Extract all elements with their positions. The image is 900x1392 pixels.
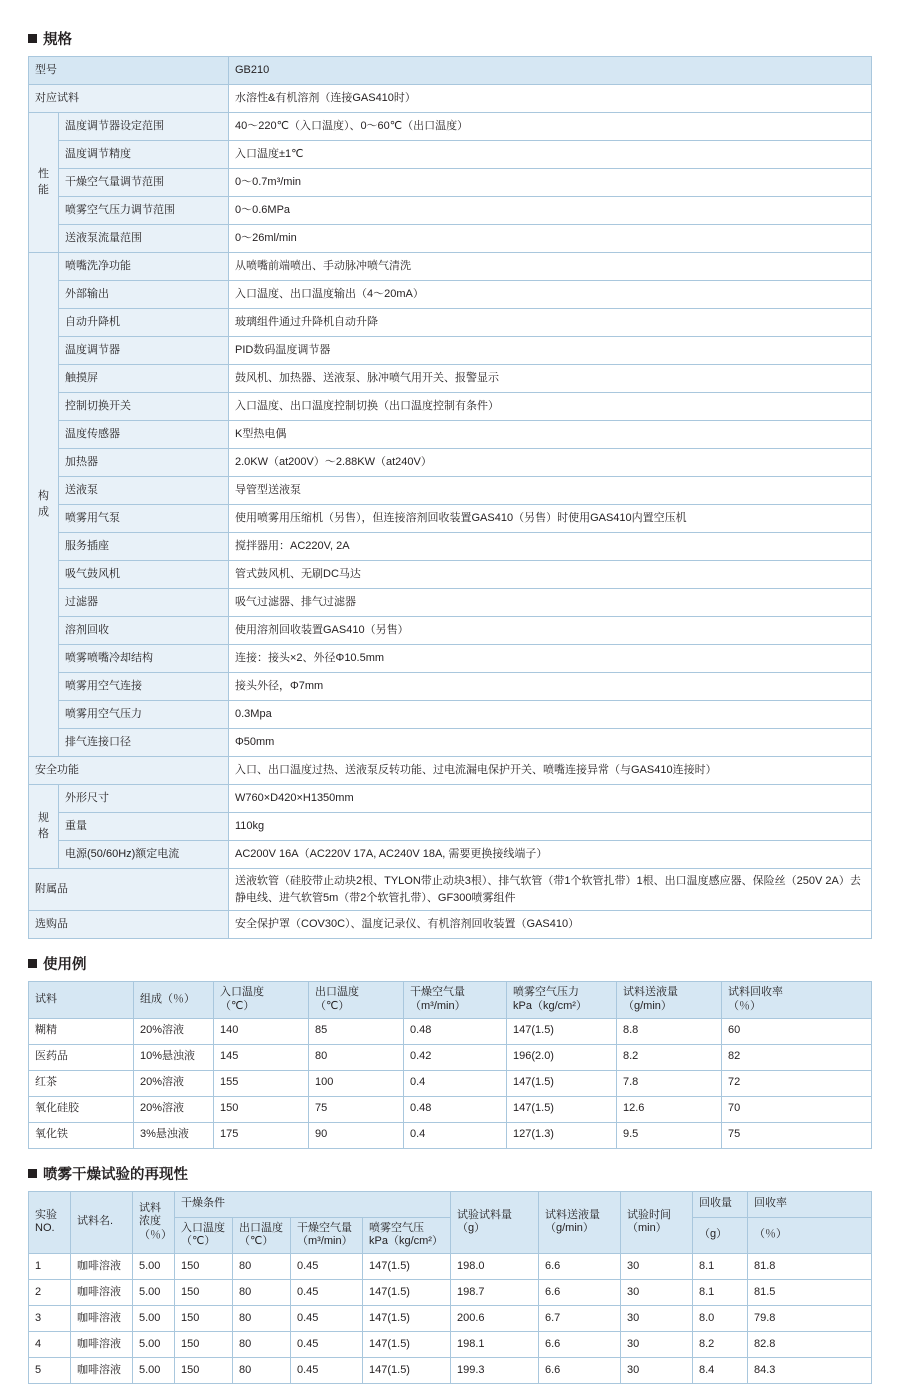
repro-col-recovery-amount-unit: （g） <box>693 1217 748 1254</box>
spec-label: 喷雾用空气连接 <box>59 673 229 701</box>
spec-label: 喷嘴洗净功能 <box>59 253 229 281</box>
repro-cell: 咖啡溶液 <box>71 1254 133 1280</box>
table-row <box>29 281 872 309</box>
table-row <box>29 505 872 533</box>
table-row <box>29 421 872 449</box>
spec-value: 0～0.6MPa <box>229 197 872 225</box>
repro-cell: 30 <box>621 1332 693 1358</box>
repro-cell: 30 <box>621 1306 693 1332</box>
repro-col-recovery-amount: 回收量 <box>693 1191 748 1217</box>
table-row <box>29 1358 872 1384</box>
repro-cell: 80 <box>233 1358 291 1384</box>
usage-cell: 127(1.3) <box>507 1122 617 1148</box>
repro-section-label: 喷雾干燥试验的再现性 <box>43 1166 188 1183</box>
repro-cell: 81.5 <box>748 1280 872 1306</box>
table-row <box>29 1096 872 1122</box>
spec-value: 入口温度、出口温度输出（4～20mA） <box>229 281 872 309</box>
spec-label: 喷雾空气压力调节范围 <box>59 197 229 225</box>
table-row <box>29 1018 872 1044</box>
table-row <box>29 645 872 673</box>
spec-label: 温度调节精度 <box>59 141 229 169</box>
table-row <box>29 617 872 645</box>
spec-label: 服务插座 <box>59 533 229 561</box>
table-row <box>29 841 872 869</box>
repro-cell: 200.6 <box>451 1306 539 1332</box>
repro-col-recovery-rate-unit: （％） <box>748 1217 872 1254</box>
spec-value: 送液软管（硅胶带止动块2根、TYLON带止动块3根）、排气软管（带1个软管扎带）1根、出口温度感应器、保险丝（250V 2A）去静电线、进气软管5m（带2个软管扎带）、GF300喷雾组件 <box>229 869 872 911</box>
spec-label: 控制切换开关 <box>59 393 229 421</box>
usage-cell: 医药品 <box>29 1044 134 1070</box>
repro-cell: 8.4 <box>693 1358 748 1384</box>
spec-value: 使用溶剂回收装置GAS410（另售） <box>229 617 872 645</box>
usage-cell: 0.4 <box>404 1122 507 1148</box>
spec-value: 安全保护罩（COV30C）、温度记录仪、有机溶剂回收装置（GAS410） <box>229 911 872 939</box>
table-row <box>29 1332 872 1358</box>
spec-table <box>28 56 872 939</box>
repro-cell: 150 <box>175 1332 233 1358</box>
spec-label: 加热器 <box>59 449 229 477</box>
table-row <box>29 785 872 813</box>
repro-cell: 6.6 <box>539 1358 621 1384</box>
table-row <box>29 533 872 561</box>
repro-cell: 198.0 <box>451 1254 539 1280</box>
usage-cell: 155 <box>214 1070 309 1096</box>
spec-value: 连接：接头×2、外径Φ10.5mm <box>229 645 872 673</box>
spec-value: 搅拌器用：AC220V, 2A <box>229 533 872 561</box>
spec-label: 电源(50/60Hz)额定电流 <box>59 841 229 869</box>
repro-cell: 199.3 <box>451 1358 539 1384</box>
usage-cell: 红茶 <box>29 1070 134 1096</box>
usage-cell: 72 <box>722 1070 872 1096</box>
repro-col-sample-amount: 试验试料量 （g） <box>451 1191 539 1254</box>
repro-col-test-time: 试验时间 （min） <box>621 1191 693 1254</box>
spec-value: 入口温度±1℃ <box>229 141 872 169</box>
usage-cell: 氧化硅胶 <box>29 1096 134 1122</box>
repro-table <box>28 1191 872 1385</box>
spec-value: 110kg <box>229 813 872 841</box>
repro-cell: 8.0 <box>693 1306 748 1332</box>
table-row <box>29 365 872 393</box>
repro-col-no: 实验 NO. <box>29 1191 71 1254</box>
spec-value: 入口、出口温度过热、送液泵反转功能、过电流漏电保护开关、喷嘴连接异常（与GAS410连接时） <box>229 757 872 785</box>
usage-cell: 氧化铁 <box>29 1122 134 1148</box>
repro-col-feed-rate: 试料送液量 （g/min） <box>539 1191 621 1254</box>
table-row <box>29 561 872 589</box>
usage-cell: 85 <box>309 1018 404 1044</box>
repro-cell: 198.1 <box>451 1332 539 1358</box>
spec-value: 管式鼓风机、无刷DC马达 <box>229 561 872 589</box>
repro-col-inlet-temp: 入口温度 （℃） <box>175 1217 233 1254</box>
repro-cell: 30 <box>621 1254 693 1280</box>
repro-cell: 147(1.5) <box>363 1358 451 1384</box>
table-row <box>29 477 872 505</box>
usage-cell: 140 <box>214 1018 309 1044</box>
usage-cell: 8.8 <box>617 1018 722 1044</box>
spec-group-performance: 性能 <box>29 113 59 253</box>
usage-col-feed-rate: 试料送液量 （g/min） <box>617 982 722 1019</box>
table-row <box>29 449 872 477</box>
repro-cell: 147(1.5) <box>363 1254 451 1280</box>
repro-col-air-volume: 干燥空气量 （m³/min） <box>291 1217 363 1254</box>
repro-cell: 80 <box>233 1254 291 1280</box>
table-row <box>29 757 872 785</box>
spec-label: 型号 <box>29 57 229 85</box>
repro-cell: 4 <box>29 1332 71 1358</box>
usage-cell: 0.48 <box>404 1096 507 1122</box>
repro-cell: 咖啡溶液 <box>71 1306 133 1332</box>
spec-section-label: 規格 <box>43 32 72 48</box>
usage-col-spray-pressure: 喷雾空气压力 kPa（kg/cm²） <box>507 982 617 1019</box>
spec-value: PID数码温度调节器 <box>229 337 872 365</box>
usage-col-air-volume: 干燥空气量 （m³/min） <box>404 982 507 1019</box>
table-row <box>29 1306 872 1332</box>
repro-col-dry-conditions: 干燥条件 <box>175 1191 451 1217</box>
spec-value: 0～26ml/min <box>229 225 872 253</box>
usage-cell: 100 <box>309 1070 404 1096</box>
spec-value: 水溶性&有机溶剂（连接GAS410时） <box>229 85 872 113</box>
usage-cell: 20%溶液 <box>134 1096 214 1122</box>
table-row <box>29 813 872 841</box>
table-row <box>29 729 872 757</box>
repro-header-row-1 <box>29 1191 872 1217</box>
spec-label: 送液泵 <box>59 477 229 505</box>
repro-cell: 8.1 <box>693 1254 748 1280</box>
usage-cell: 90 <box>309 1122 404 1148</box>
spec-value: 2.0KW（at200V）～2.88KW（at240V） <box>229 449 872 477</box>
usage-col-inlet-temp: 入口温度 （℃） <box>214 982 309 1019</box>
repro-col-concentration: 试料 浓度 （％） <box>133 1191 175 1254</box>
spec-value: 0～0.7m³/min <box>229 169 872 197</box>
spec-label: 干燥空气量调节范围 <box>59 169 229 197</box>
spec-value: Φ50mm <box>229 729 872 757</box>
repro-cell: 198.7 <box>451 1280 539 1306</box>
repro-col-sample: 试料名. <box>71 1191 133 1254</box>
spec-label: 排气连接口径 <box>59 729 229 757</box>
repro-cell: 147(1.5) <box>363 1332 451 1358</box>
spec-value: 接头外径，Φ7mm <box>229 673 872 701</box>
spec-value: K型热电偶 <box>229 421 872 449</box>
usage-cell: 9.5 <box>617 1122 722 1148</box>
table-row <box>29 141 872 169</box>
table-row <box>29 673 872 701</box>
repro-cell: 0.45 <box>291 1358 363 1384</box>
usage-cell: 0.42 <box>404 1044 507 1070</box>
table-row <box>29 85 872 113</box>
usage-cell: 75 <box>309 1096 404 1122</box>
usage-section-title <box>28 953 872 974</box>
repro-cell: 82.8 <box>748 1332 872 1358</box>
table-row <box>29 1122 872 1148</box>
table-row <box>29 253 872 281</box>
square-bullet-icon <box>28 1169 37 1178</box>
repro-cell: 1 <box>29 1254 71 1280</box>
spec-label: 温度调节器设定范围 <box>59 113 229 141</box>
table-row <box>29 57 872 85</box>
spec-value: 导管型送液泵 <box>229 477 872 505</box>
spec-label: 外部输出 <box>59 281 229 309</box>
usage-cell: 196(2.0) <box>507 1044 617 1070</box>
usage-cell: 60 <box>722 1018 872 1044</box>
spec-label: 送液泵流量范围 <box>59 225 229 253</box>
spec-value: 使用喷雾用压缩机（另售），但连接溶剂回收装置GAS410（另售）时使用GAS410内置空压机 <box>229 505 872 533</box>
spec-group-spec: 规格 <box>29 785 59 869</box>
repro-cell: 0.45 <box>291 1306 363 1332</box>
table-row <box>29 1044 872 1070</box>
table-row <box>29 1254 872 1280</box>
spec-label: 对应试料 <box>29 85 229 113</box>
repro-cell: 8.1 <box>693 1280 748 1306</box>
repro-cell: 80 <box>233 1332 291 1358</box>
table-row <box>29 911 872 939</box>
table-row <box>29 197 872 225</box>
table-row <box>29 309 872 337</box>
spec-label: 自动升降机 <box>59 309 229 337</box>
usage-col-outlet-temp: 出口温度 （℃） <box>309 982 404 1019</box>
repro-cell: 81.8 <box>748 1254 872 1280</box>
usage-cell: 7.8 <box>617 1070 722 1096</box>
repro-cell: 5.00 <box>133 1254 175 1280</box>
usage-cell: 糊精 <box>29 1018 134 1044</box>
table-row <box>29 113 872 141</box>
spec-value: 0.3Mpa <box>229 701 872 729</box>
usage-cell: 3%悬浊液 <box>134 1122 214 1148</box>
repro-cell: 84.3 <box>748 1358 872 1384</box>
repro-cell: 5 <box>29 1358 71 1384</box>
repro-cell: 咖啡溶液 <box>71 1358 133 1384</box>
spec-group-structure: 构成 <box>29 253 59 757</box>
table-row <box>29 1280 872 1306</box>
table-row <box>29 869 872 911</box>
usage-cell: 147(1.5) <box>507 1018 617 1044</box>
repro-cell: 咖啡溶液 <box>71 1332 133 1358</box>
spec-section-title <box>28 28 872 49</box>
spec-value: 鼓风机、加热器、送液泵、脉冲喷气用开关、报警显示 <box>229 365 872 393</box>
table-row <box>29 169 872 197</box>
table-row <box>29 337 872 365</box>
spec-label: 喷雾用气泵 <box>59 505 229 533</box>
repro-section-title <box>28 1163 872 1184</box>
repro-cell: 30 <box>621 1280 693 1306</box>
spec-label: 选购品 <box>29 911 229 939</box>
repro-cell: 150 <box>175 1254 233 1280</box>
repro-col-outlet-temp: 出口温度 （℃） <box>233 1217 291 1254</box>
repro-cell: 6.6 <box>539 1254 621 1280</box>
table-row <box>29 1070 872 1096</box>
repro-cell: 147(1.5) <box>363 1306 451 1332</box>
usage-table <box>28 981 872 1149</box>
usage-cell: 82 <box>722 1044 872 1070</box>
repro-col-spray-pressure: 喷雾空气压 kPa（kg/cm²） <box>363 1217 451 1254</box>
usage-cell: 147(1.5) <box>507 1070 617 1096</box>
spec-label: 重量 <box>59 813 229 841</box>
repro-cell: 2 <box>29 1280 71 1306</box>
usage-cell: 0.4 <box>404 1070 507 1096</box>
spec-label: 喷雾喷嘴冷却结构 <box>59 645 229 673</box>
usage-cell: 0.48 <box>404 1018 507 1044</box>
repro-cell: 5.00 <box>133 1306 175 1332</box>
repro-cell: 8.2 <box>693 1332 748 1358</box>
usage-cell: 145 <box>214 1044 309 1070</box>
repro-cell: 0.45 <box>291 1332 363 1358</box>
repro-cell: 80 <box>233 1280 291 1306</box>
spec-value: AC200V 16A（AC220V 17A, AC240V 18A, 需要更换接线端子） <box>229 841 872 869</box>
spec-value: W760×D420×H1350mm <box>229 785 872 813</box>
table-row <box>29 701 872 729</box>
spec-value: GB210 <box>229 57 872 85</box>
repro-cell: 5.00 <box>133 1280 175 1306</box>
repro-cell: 6.6 <box>539 1280 621 1306</box>
spec-label: 温度传感器 <box>59 421 229 449</box>
usage-col-sample: 试料 <box>29 982 134 1019</box>
spec-label: 温度调节器 <box>59 337 229 365</box>
usage-cell: 147(1.5) <box>507 1096 617 1122</box>
spec-label: 安全功能 <box>29 757 229 785</box>
repro-cell: 0.45 <box>291 1254 363 1280</box>
repro-cell: 150 <box>175 1280 233 1306</box>
usage-section-label: 使用例 <box>43 957 87 973</box>
spec-value: 入口温度、出口温度控制切换（出口温度控制有条件） <box>229 393 872 421</box>
spec-label: 溶剂回收 <box>59 617 229 645</box>
usage-cell: 175 <box>214 1122 309 1148</box>
repro-cell: 6.6 <box>539 1332 621 1358</box>
repro-cell: 79.8 <box>748 1306 872 1332</box>
usage-cell: 150 <box>214 1096 309 1122</box>
repro-cell: 3 <box>29 1306 71 1332</box>
usage-cell: 75 <box>722 1122 872 1148</box>
table-row <box>29 393 872 421</box>
repro-cell: 5.00 <box>133 1358 175 1384</box>
spec-label: 吸气鼓风机 <box>59 561 229 589</box>
repro-cell: 5.00 <box>133 1332 175 1358</box>
spec-label: 触摸屏 <box>59 365 229 393</box>
repro-cell: 150 <box>175 1358 233 1384</box>
spec-value: 40～220℃（入口温度）、0～60℃（出口温度） <box>229 113 872 141</box>
repro-cell: 咖啡溶液 <box>71 1280 133 1306</box>
repro-cell: 6.7 <box>539 1306 621 1332</box>
spec-value: 吸气过滤器、排气过滤器 <box>229 589 872 617</box>
spec-value: 从喷嘴前端喷出、手动脉冲喷气清洗 <box>229 253 872 281</box>
spec-label: 喷雾用空气压力 <box>59 701 229 729</box>
square-bullet-icon <box>28 959 37 968</box>
spec-value: 玻璃组件通过升降机自动升降 <box>229 309 872 337</box>
usage-cell: 20%溶液 <box>134 1018 214 1044</box>
usage-cell: 80 <box>309 1044 404 1070</box>
spec-label: 附属品 <box>29 869 229 911</box>
repro-col-recovery-rate: 回收率 <box>748 1191 872 1217</box>
spec-label: 外形尺寸 <box>59 785 229 813</box>
spec-label: 过滤器 <box>59 589 229 617</box>
repro-cell: 80 <box>233 1306 291 1332</box>
usage-cell: 10%悬浊液 <box>134 1044 214 1070</box>
repro-cell: 30 <box>621 1358 693 1384</box>
table-row <box>29 589 872 617</box>
table-row <box>29 225 872 253</box>
repro-cell: 150 <box>175 1306 233 1332</box>
usage-cell: 70 <box>722 1096 872 1122</box>
repro-cell: 147(1.5) <box>363 1280 451 1306</box>
repro-cell: 0.45 <box>291 1280 363 1306</box>
square-bullet-icon <box>28 34 37 43</box>
usage-cell: 8.2 <box>617 1044 722 1070</box>
usage-cell: 12.6 <box>617 1096 722 1122</box>
usage-header-row <box>29 982 872 1019</box>
usage-cell: 20%溶液 <box>134 1070 214 1096</box>
usage-col-composition: 组成（％） <box>134 982 214 1019</box>
usage-col-recovery-rate: 试料回收率 （％） <box>722 982 872 1019</box>
